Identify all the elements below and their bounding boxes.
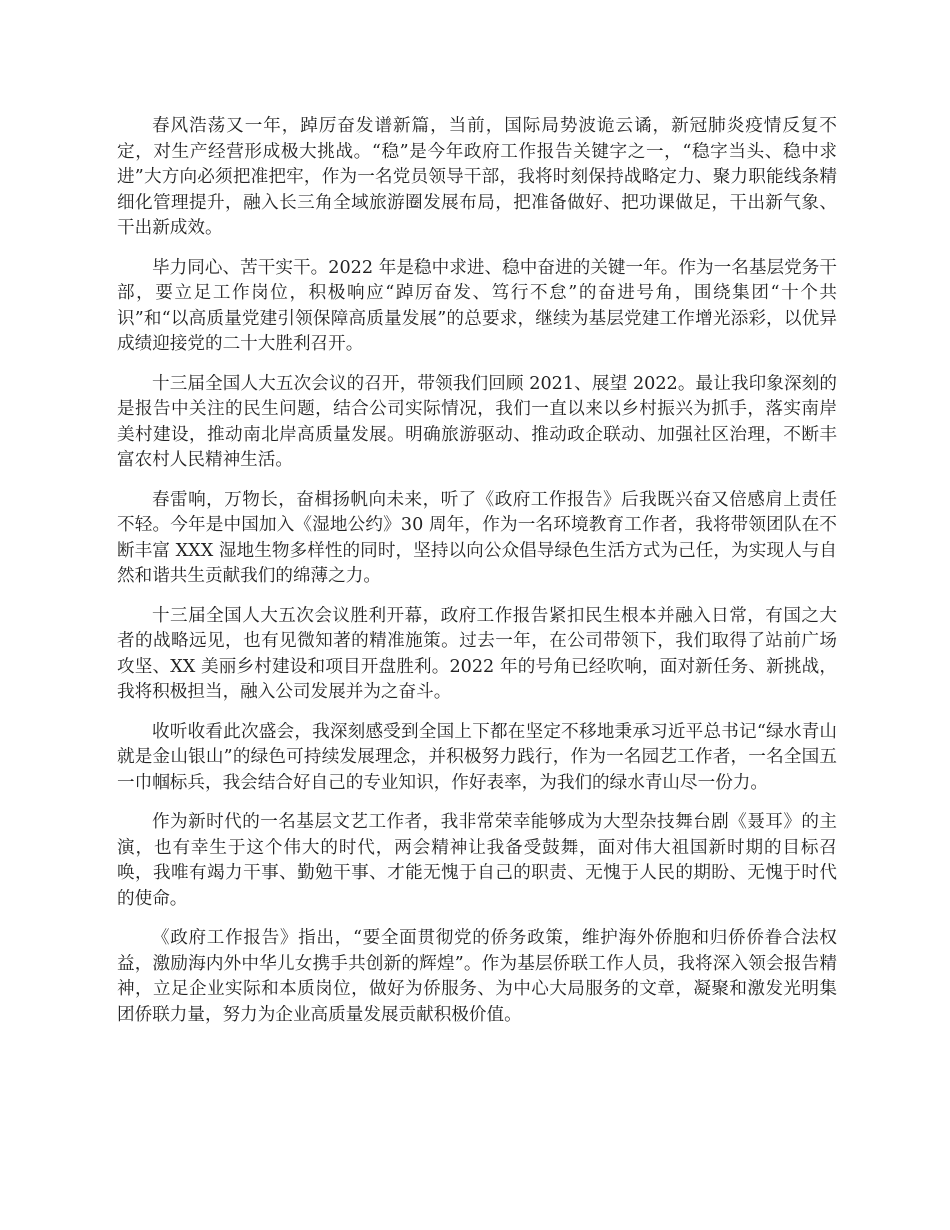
paragraph-8: 《政府工作报告》指出，“要全面贯彻党的侨务政策，维护海外侨胞和归侨侨眷合法权益，激励海内外中华儿女携手共创新的辉煌”。作为基层侨联工作人员，我将深入领会报告精神，立足企业实际和本质岗位，做好为侨服务、为中心大局服务的文章，凝聚和激发光明集团侨联力量，努力为企业高质量发展贡献积极价值。	[117, 928, 837, 1025]
paragraph-3: 十三届全国人大五次会议的召开，带领我们回顾 2021、展望 2022。最让我印象深刻的是报告中关注的民生问题，结合公司实际情况，我们一直以来以乡村振兴为抓手，落实南岸美村建设，推动南北岸高质量发展。明确旅游驱动、推动政企联动、加强社区治理，不断丰富农村人民精神生活。	[117, 373, 837, 470]
paragraph-6: 收听收看此次盛会，我深刻感受到全国上下都在坚定不移地秉承习近平总书记“绿水青山就是金山银山”的绿色可持续发展理念，并积极努力践行，作为一名园艺工作者，一名全国五一巾帼标兵，我会结合好自己的专业知识，作好表率，为我们的绿水青山尽一份力。	[117, 721, 837, 793]
paragraph-2: 毕力同心、苦干实干。2022 年是稳中求进、稳中奋进的关键一年。作为一名基层党务干部，要立足工作岗位，积极响应“踔厉奋发、笃行不怠”的奋进号角，围绕集团“十个共识”和“以高质量党建引领保障高质量发展”的总要求，继续为基层党建工作增光添彩，以优异成绩迎接党的二十大胜利召开。	[117, 257, 837, 354]
document-body	[117, 114, 837, 1042]
paragraph-5: 十三届全国人大五次会议胜利开幕，政府工作报告紧扣民生根本并融入日常，有国之大者的战略远见，也有见微知著的精准施策。过去一年，在公司带领下，我们取得了站前广场攻坚、XX 美丽乡村建设和项目开盘胜利。2022 年的号角已经吹响，面对新任务、新挑战，我将积极担当，融入公司发展并为之奋斗。	[117, 605, 837, 702]
paragraph-1: 春风浩荡又一年，踔厉奋发谱新篇，当前，国际局势波诡云谲，新冠肺炎疫情反复不定，对生产经营形成极大挑战。“稳”是今年政府工作报告关键字之一，“稳字当头、稳中求进”大方向必须把准把牢，作为一名党员领导干部，我将时刻保持战略定力、聚力职能线条精细化管理提升，融入长三角全域旅游圈发展布局，把准备做好、把功课做足，干出新气象、干出新成效。	[117, 116, 837, 238]
paragraph-4: 春雷响，万物长，奋楫扬帆向未来，听了《政府工作报告》后我既兴奋又倍感肩上责任不轻。今年是中国加入《湿地公约》30 周年，作为一名环境教育工作者，我将带领团队在不断丰富 XXX 湿地生物多样性的同时，坚持以向公众倡导绿色生活方式为己任，为实现人与自然和谐共生贡献我们的绵薄之力。	[117, 489, 837, 586]
paragraph-7: 作为新时代的一名基层文艺工作者，我非常荣幸能够成为大型杂技舞台剧《聂耳》的主演，也有幸生于这个伟大的时代，两会精神让我备受鼓舞，面对伟大祖国新时期的目标召唤，我唯有竭力干事、勤勉干事、才能无愧于自己的职责、无愧于人民的期盼、无愧于时代的使命。	[117, 812, 837, 909]
